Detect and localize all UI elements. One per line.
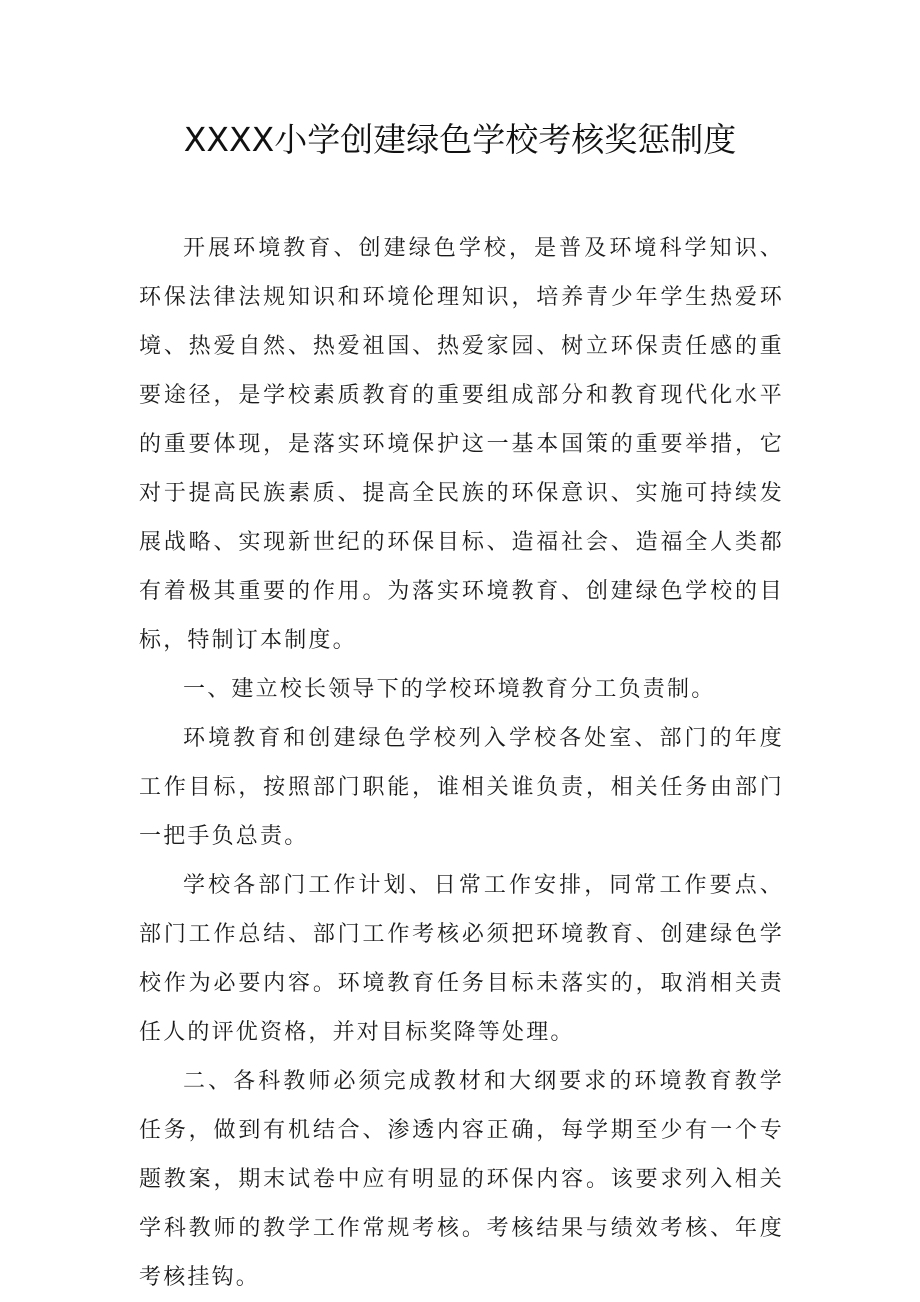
paragraph-section-1-plans: 学校各部门工作计划、日常工作安排，同常工作要点、部门工作总结、部门工作考核必须把环境教育、创建绿色学校作为必要内容。环境教育任务目标未落实的，取消相关责任人的评优资格，并对目标奖降等处理。 xyxy=(139,873,784,1045)
paragraph-section-1-heading: 一、建立校长领导下的学校环境教育分工负责制。 xyxy=(183,677,716,702)
paragraph-section-1-goals: 环境教育和创建绿色学校列入学校各处室、部门的年度工作目标，按照部门职能，谁相关谁负责，相关任务由部门一把手负总责。 xyxy=(139,726,784,849)
paragraph-intro: 开展环境教育、创建绿色学校，是普及环境科学知识、环保法律法规知识和环境伦理知识，培养青少年学生热爱环境、热爱自然、热爱祖国、热爱家园、树立环保责任感的重要途径，是学校素质教育的重要组成部分和教育现代化水平的重要体现，是落实环境保护这一基本国策的重要举措，它对于提高民族素质、提高全民族的环保意识、实施可持续发展战略、实现新世纪的环保目标、造福社会、造福全人类都有着极其重要的作用。为落实环境教育、创建绿色学校的目标，特制订本制度。 xyxy=(139,236,784,653)
paragraph-section-2: 二、各科教师必须完成教材和大纲要求的环境教育教学任务，做到有机结合、渗透内容正确，每学期至少有一个专题教案，期末试卷中应有明显的环保内容。该要求列入相关学科教师的教学工作常规考核。考核结果与绩效考核、年度考核挂钩。 xyxy=(139,1069,784,1290)
document-title: XXXX小学创建绿色学校考核奖惩制度 xyxy=(183,120,737,159)
document-body xyxy=(139,224,784,1302)
